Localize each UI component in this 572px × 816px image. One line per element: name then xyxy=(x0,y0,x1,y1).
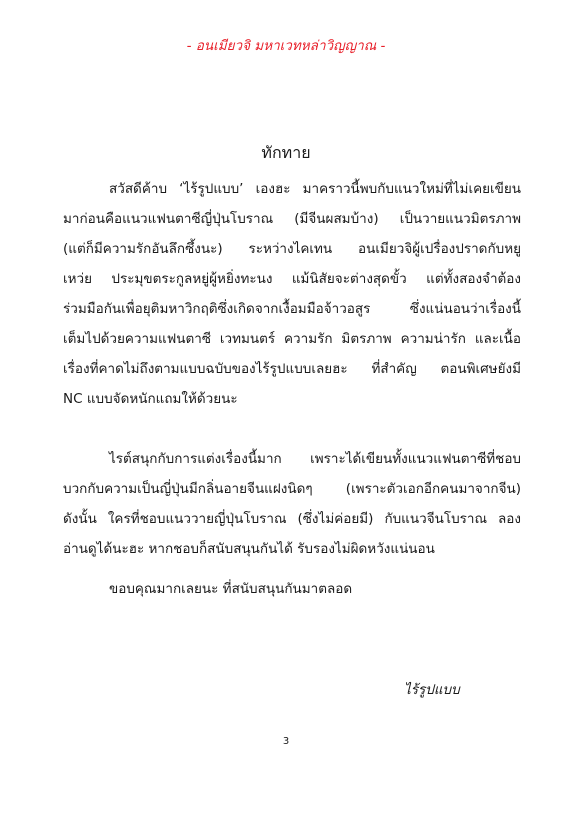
body-text xyxy=(63,178,521,407)
paragraph-2 xyxy=(63,448,521,656)
paragraph-line: มาก่อนคือแนวแฟนตาซีญี่ปุ่นโบราณ (มีจีนผสมบ้าง) เป็นวายแนวมิตรภาพ xyxy=(63,211,521,227)
paragraph-line: เรื่องที่คาดไม่ถึงตามแบบฉบับของไร้รูปแบบเลยฮะ ที่สำคัญ ตอนพิเศษยังมี xyxy=(63,361,521,377)
body-text xyxy=(63,448,521,656)
paragraph-line: เต็มไปด้วยความแฟนตาซี เวทมนตร์ ความรัก มิตรภาพ ความน่ารัก และเนื้อ xyxy=(63,331,521,347)
page-number: 3 xyxy=(282,736,290,747)
paragraph-line: (แต่ก็มีความรักอันลึกซึ้งนะ) ระหว่างไคเทน อนเมียวจิผู้เปรื่องปราดกับหยู xyxy=(63,241,521,257)
paragraph-line: สวัสดีค้าบ ‘ไร้รูปแบบ’ เองฮะ มาคราวนี้พบกับแนวใหม่ที่ไม่เคยเขียน xyxy=(109,181,521,197)
paragraph-line: ขอบคุณมากเลยนะ ที่สนับสนุนกันมาตลอด xyxy=(109,581,353,597)
header-note: - อนเมียวจิ มหาเวทหล่าวิญญาณ - xyxy=(186,38,386,54)
body-text xyxy=(63,578,521,600)
paragraph-line: อ่านดูได้นะฮะ หากชอบก็สนับสนุนกันได้ รับรองไม่ผิดหวังแน่นอน xyxy=(63,541,435,557)
paragraph-line: บวกกับความเป็นญี่ปุ่นมีกลิ่นอายจีนแฝงนิดๆ (เพราะตัวเอกอีกคนมาจากจีน) xyxy=(63,481,521,497)
paragraph-line: NC แบบจัดหนักแถมให้ด้วยนะ xyxy=(63,391,238,407)
signature: ไร้รูปแบบ xyxy=(404,682,460,698)
paragraph-1 xyxy=(63,178,521,407)
paragraph-3 xyxy=(63,578,521,600)
paragraph-line: เหว่ย ประมุขตระกูลหยู่ผู้หยิ่งทะนง แม้นิสัยจะต่างสุดขั้ว แต่ทั้งสองจำต้อง xyxy=(63,271,521,287)
paragraph-line: ดังนั้น ใครที่ชอบแนววายญี่ปุ่นโบราณ (ซึ่งไม่ค่อยมี) กับแนวจีนโบราณ ลอง xyxy=(63,511,521,527)
page-title: ทักทาย xyxy=(261,143,311,162)
paragraph-line: ไรต์สนุกกับการแต่งเรื่องนี้มาก เพราะได้เขียนทั้งแนวแฟนตาซีที่ชอบ xyxy=(109,451,521,467)
paragraph-line: ร่วมมือกันเพื่อยุติมหาวิกฤติซึ่งเกิดจากเงื้อมมือจ้าวอสูร ซึ่งแน่นอนว่าเรื่องนี้ xyxy=(63,301,521,317)
